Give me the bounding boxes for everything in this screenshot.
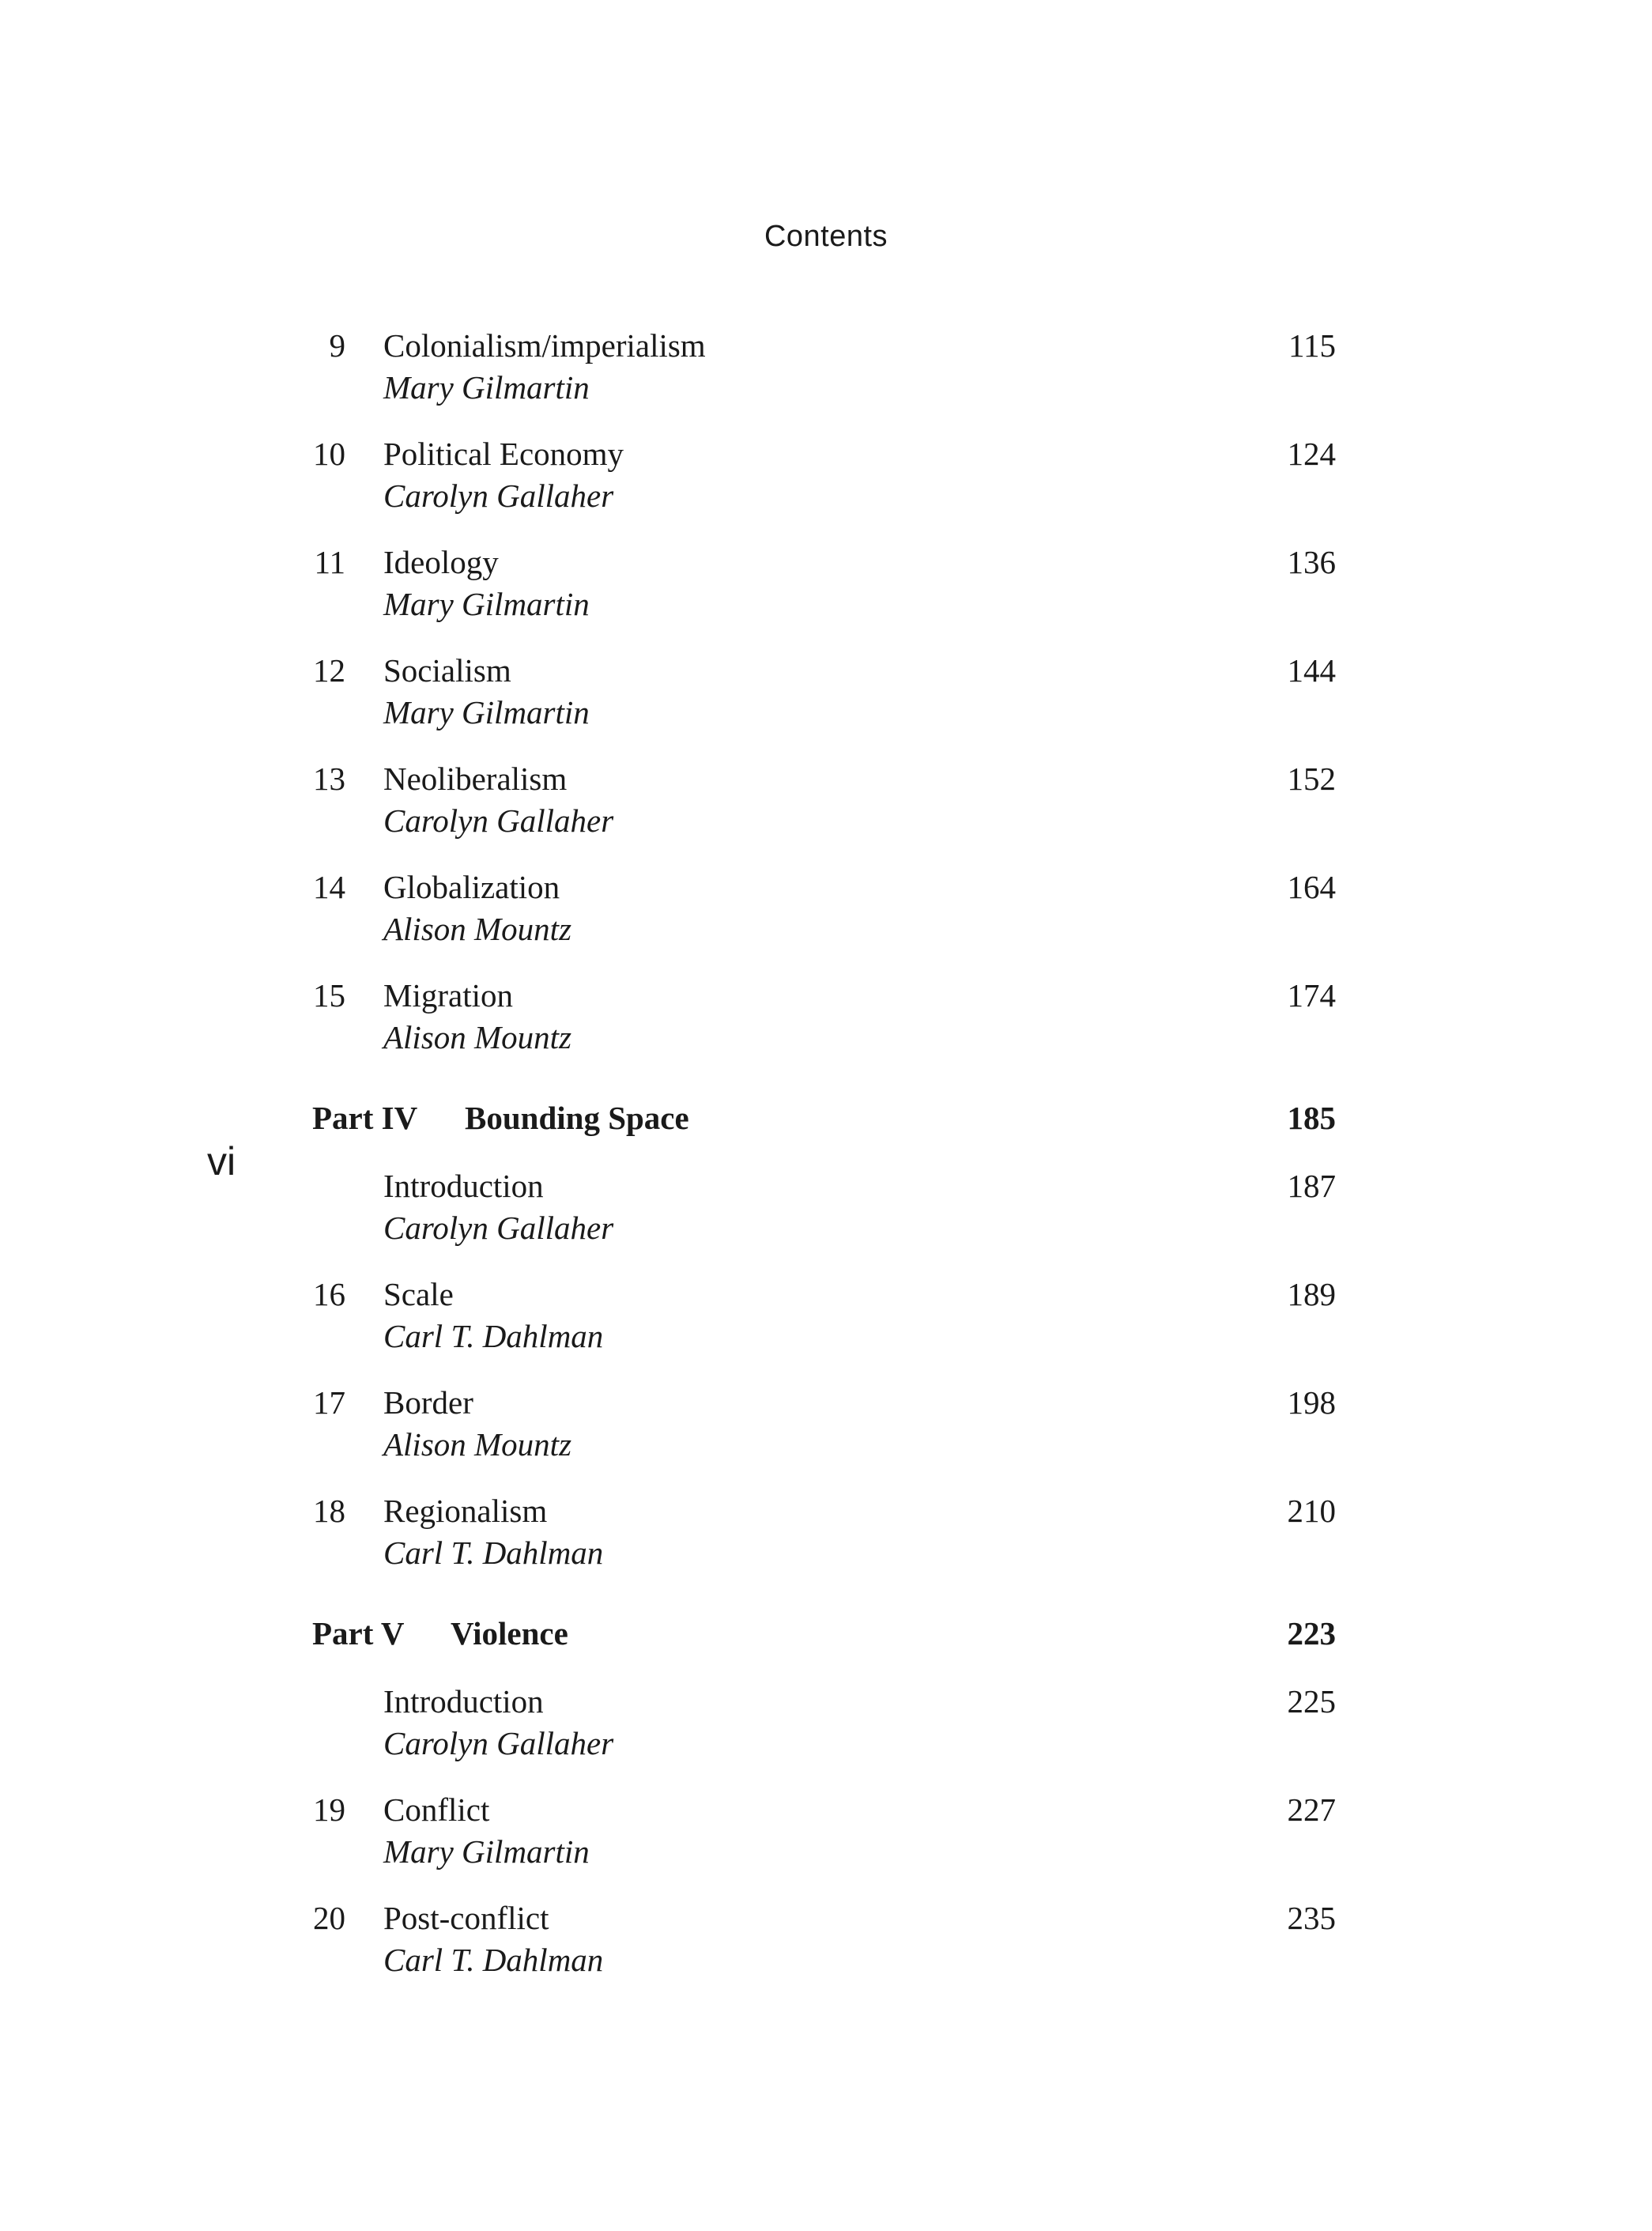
part-page: 223: [1287, 1615, 1336, 1652]
chapter-page: 227: [1287, 1791, 1336, 1828]
chapter-author: Alison Mountz: [383, 911, 572, 947]
toc-entry: [0, 1791, 1652, 1878]
toc-entry: [0, 651, 1652, 738]
chapter-number: 18: [313, 1493, 345, 1529]
part-label: Part V: [312, 1615, 405, 1652]
chapter-author: Mary Gilmartin: [383, 586, 590, 622]
chapter-author: Mary Gilmartin: [383, 694, 590, 730]
chapter-title: Neoliberalism: [383, 761, 568, 797]
chapter-page: 187: [1287, 1168, 1336, 1204]
chapter-author: Carolyn Gallaher: [383, 478, 614, 514]
toc-entry: [0, 760, 1652, 847]
chapter-page: 136: [1287, 544, 1336, 580]
toc-entry: [0, 543, 1652, 630]
toc-entry: [0, 1384, 1652, 1470]
toc-entry: [0, 1899, 1652, 1986]
part-heading: [0, 1614, 1652, 1662]
part-page: 185: [1287, 1100, 1336, 1136]
toc-entry: [0, 976, 1652, 1063]
chapter-title: Scale: [383, 1276, 454, 1312]
chapter-number: 10: [313, 436, 345, 472]
chapter-page: 115: [1288, 327, 1336, 364]
chapter-page: 235: [1287, 1900, 1336, 1936]
chapter-page: 210: [1287, 1493, 1336, 1529]
chapter-page: 225: [1287, 1683, 1336, 1719]
toc-entry: [0, 1682, 1652, 1769]
chapter-author: Carl T. Dahlman: [383, 1318, 604, 1354]
page-folio: vi: [207, 1139, 236, 1183]
chapter-title: Political Economy: [383, 436, 624, 472]
chapter-author: Mary Gilmartin: [383, 369, 590, 406]
toc-entry: [0, 1275, 1652, 1362]
chapter-author: Carl T. Dahlman: [383, 1942, 604, 1978]
page-header-title: Contents: [764, 220, 888, 253]
part-title: Violence: [451, 1615, 568, 1652]
chapter-title: Socialism: [383, 652, 511, 689]
chapter-author: Carl T. Dahlman: [383, 1535, 604, 1571]
chapter-page: 189: [1287, 1276, 1336, 1312]
chapter-number: 11: [314, 544, 345, 580]
chapter-title: Globalization: [383, 869, 560, 905]
chapter-number: 9: [329, 327, 345, 364]
chapter-number: 13: [313, 761, 345, 797]
toc-entry: [0, 1492, 1652, 1579]
chapter-number: 17: [313, 1384, 345, 1421]
chapter-author: Carolyn Gallaher: [383, 802, 614, 839]
chapter-number: 14: [313, 869, 345, 905]
toc-entry: [0, 868, 1652, 955]
chapter-page: 152: [1287, 761, 1336, 797]
chapter-title: Introduction: [383, 1683, 544, 1719]
chapter-author: Alison Mountz: [383, 1019, 572, 1055]
chapter-author: Carolyn Gallaher: [383, 1210, 614, 1246]
chapter-number: 20: [313, 1900, 345, 1936]
chapter-title: Migration: [383, 977, 513, 1014]
chapter-title: Ideology: [383, 544, 499, 580]
chapter-title: Colonialism/imperialism: [383, 327, 706, 364]
chapter-title: Post-conflict: [383, 1900, 549, 1936]
chapter-number: 19: [313, 1791, 345, 1828]
toc-entry: [0, 1167, 1652, 1254]
chapter-author: Carolyn Gallaher: [383, 1725, 614, 1761]
chapter-number: 12: [313, 652, 345, 689]
chapter-number: 15: [313, 977, 345, 1014]
chapter-page: 174: [1287, 977, 1336, 1014]
chapter-title: Introduction: [383, 1168, 544, 1204]
chapter-page: 124: [1287, 436, 1336, 472]
chapter-page: 144: [1287, 652, 1336, 689]
chapter-page: 198: [1287, 1384, 1336, 1421]
toc-entry: [0, 327, 1652, 413]
chapter-title: Regionalism: [383, 1493, 548, 1529]
part-heading: [0, 1099, 1652, 1146]
chapter-title: Border: [383, 1384, 473, 1421]
part-label: Part IV: [312, 1100, 418, 1136]
chapter-page: 164: [1287, 869, 1336, 905]
chapter-author: Mary Gilmartin: [383, 1833, 590, 1870]
part-title: Bounding Space: [465, 1100, 689, 1136]
chapter-title: Conflict: [383, 1791, 490, 1828]
chapter-number: 16: [313, 1276, 345, 1312]
toc-entry: [0, 435, 1652, 522]
chapter-author: Alison Mountz: [383, 1426, 572, 1463]
